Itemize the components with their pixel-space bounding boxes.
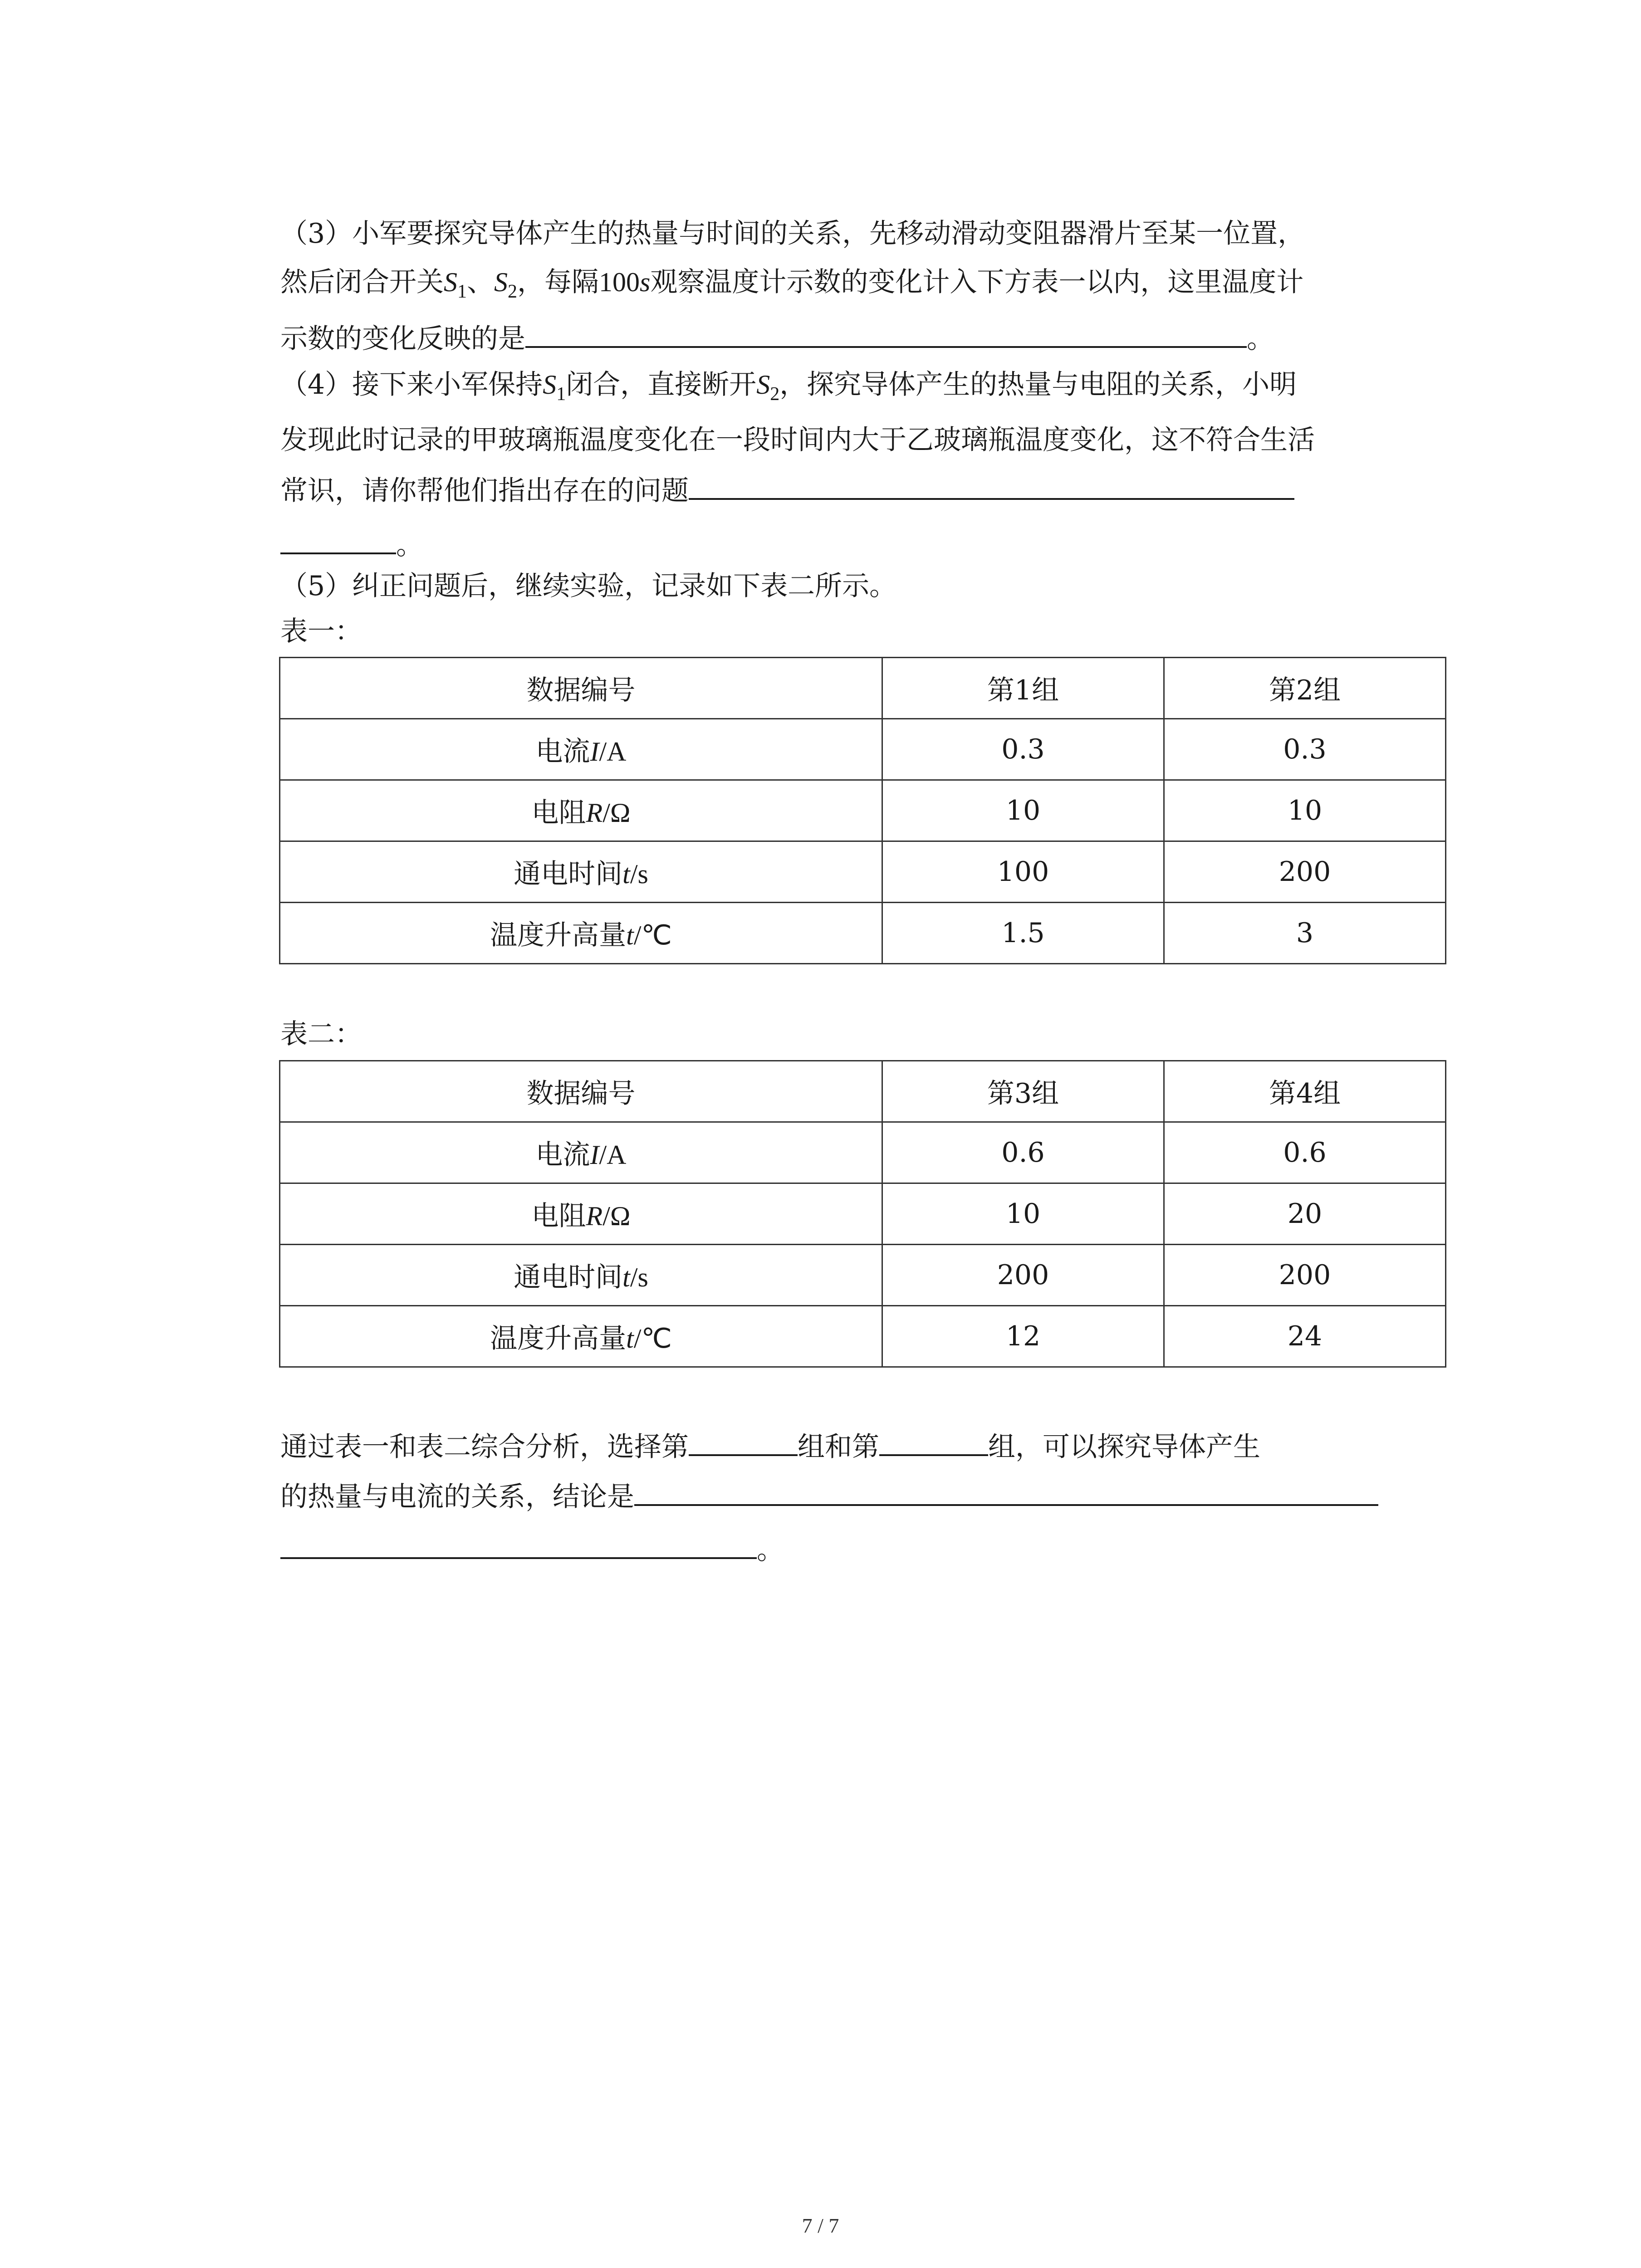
switch-symbol: S — [756, 370, 770, 400]
switch-symbol: S — [543, 370, 557, 400]
switch-symbol: S — [444, 267, 457, 297]
table-row — [280, 841, 1446, 903]
table-cell: 10 — [882, 1183, 1164, 1245]
caption-text: 表一： — [280, 616, 362, 647]
table-row — [280, 1122, 1446, 1183]
q4-line-4 — [280, 526, 423, 563]
separator: 、 — [467, 266, 494, 298]
q5-text: （5）纠正问题后，继续实验，记录如下表二所示。 — [280, 570, 897, 602]
row-label: 通电时间t/s — [280, 1245, 882, 1306]
period: 。 — [396, 529, 423, 561]
row-label: 电流I/A — [280, 1122, 882, 1183]
conclusion-line-2 — [280, 1478, 1378, 1515]
subscript: 1 — [556, 384, 566, 405]
interval-unit: s — [640, 267, 651, 297]
q3-line-2 — [280, 264, 1303, 310]
q3-text: 观察温度计示数的变化计入下方表一以内，这里温度计 — [650, 266, 1304, 298]
q4-text: 常识，请你帮他们指出存在的问题 — [280, 475, 689, 507]
answer-blank-q4[interactable] — [689, 472, 1294, 500]
row-label: 电阻R/Ω — [280, 1183, 882, 1245]
conclusion-text: 组和第 — [798, 1431, 879, 1463]
answer-blank-group-a[interactable] — [689, 1428, 798, 1456]
table-cell: 10 — [882, 780, 1164, 841]
header-cell: 第4组 — [1164, 1061, 1446, 1122]
q3-text: ，每隔 — [517, 266, 599, 298]
conclusion-text: 通过表一和表二综合分析，选择第 — [280, 1431, 689, 1463]
header-cell: 第3组 — [882, 1061, 1164, 1122]
switch-symbol: S — [494, 267, 508, 297]
table-cell: 3 — [1164, 903, 1446, 964]
answer-blank-q4-continued[interactable] — [280, 526, 396, 554]
row-label: 温度升高量t/℃ — [280, 903, 882, 964]
table-row — [280, 1183, 1446, 1245]
table-cell: 200 — [1164, 841, 1446, 903]
table-header-row — [280, 658, 1446, 719]
period: 。 — [757, 1534, 784, 1566]
conclusion-text: 组，可以探究导体产生 — [988, 1431, 1260, 1463]
table1-caption — [280, 613, 362, 650]
header-cell: 第2组 — [1164, 658, 1446, 719]
table-cell: 1.5 — [882, 903, 1164, 964]
table-row — [280, 1245, 1446, 1306]
table-row — [280, 903, 1446, 964]
table-cell: 20 — [1164, 1183, 1446, 1245]
conclusion-text: 的热量与电流的关系，结论是 — [280, 1481, 634, 1513]
table-cell: 24 — [1164, 1306, 1446, 1367]
table-cell: 200 — [1164, 1245, 1446, 1306]
q4-text: 发现此时记录的甲玻璃瓶温度变化在一段时间内大于乙玻璃瓶温度变化，这不符合生活 — [280, 424, 1315, 456]
q3-text: （3）小军要探究导体产生的热量与时间的关系，先移动滑动变阻器滑片至某一位置， — [280, 218, 1305, 249]
table-row — [280, 780, 1446, 841]
q4-line-3 — [280, 472, 1294, 509]
q4-text: 闭合，直接断开 — [566, 369, 757, 401]
table-header-row — [280, 1061, 1446, 1122]
table-cell: 0.6 — [882, 1122, 1164, 1183]
caption-text: 表二： — [280, 1018, 362, 1050]
answer-blank-conclusion-continued[interactable] — [280, 1531, 757, 1559]
header-cell: 数据编号 — [280, 1061, 882, 1122]
table-cell: 0.3 — [1164, 719, 1446, 780]
q4-line-1 — [280, 367, 1297, 412]
table-cell: 10 — [1164, 780, 1446, 841]
q5-line-1 — [280, 568, 896, 604]
row-label: 通电时间t/s — [280, 841, 882, 903]
conclusion-line-3 — [280, 1531, 784, 1568]
subscript: 2 — [508, 281, 517, 302]
header-cell: 数据编号 — [280, 658, 882, 719]
q4-text: （4）接下来小军保持 — [280, 369, 543, 401]
row-label: 温度升高量t/℃ — [280, 1306, 882, 1367]
q4-text: ，探究导体产生的热量与电阻的关系，小明 — [779, 369, 1297, 401]
q3-line-1 — [280, 215, 1305, 252]
row-label: 电流I/A — [280, 719, 882, 780]
answer-blank-q3[interactable] — [525, 320, 1247, 348]
answer-blank-group-b[interactable] — [879, 1428, 988, 1456]
answer-blank-conclusion[interactable] — [634, 1478, 1378, 1506]
q3-text: 然后闭合开关 — [280, 266, 444, 298]
data-table-2 — [279, 1060, 1446, 1368]
data-table-1 — [279, 657, 1446, 964]
q3-line-3 — [280, 320, 1274, 357]
row-label: 电阻R/Ω — [280, 780, 882, 841]
conclusion-line-1 — [280, 1428, 1260, 1465]
table-row — [280, 1306, 1446, 1367]
subscript: 1 — [457, 281, 467, 302]
header-cell: 第1组 — [882, 658, 1164, 719]
page-number: 7 / 7 — [802, 2214, 839, 2237]
table-cell: 100 — [882, 841, 1164, 903]
table-cell: 200 — [882, 1245, 1164, 1306]
table-cell: 0.3 — [882, 719, 1164, 780]
q4-line-2 — [280, 422, 1315, 458]
q3-text: 示数的变化反映的是 — [280, 323, 525, 355]
table-row — [280, 719, 1446, 780]
table2-caption — [280, 1016, 362, 1052]
period: 。 — [1247, 323, 1274, 355]
subscript: 2 — [770, 384, 780, 405]
interval-value: 100 — [599, 267, 640, 297]
table-cell: 0.6 — [1164, 1122, 1446, 1183]
table-cell: 12 — [882, 1306, 1164, 1367]
